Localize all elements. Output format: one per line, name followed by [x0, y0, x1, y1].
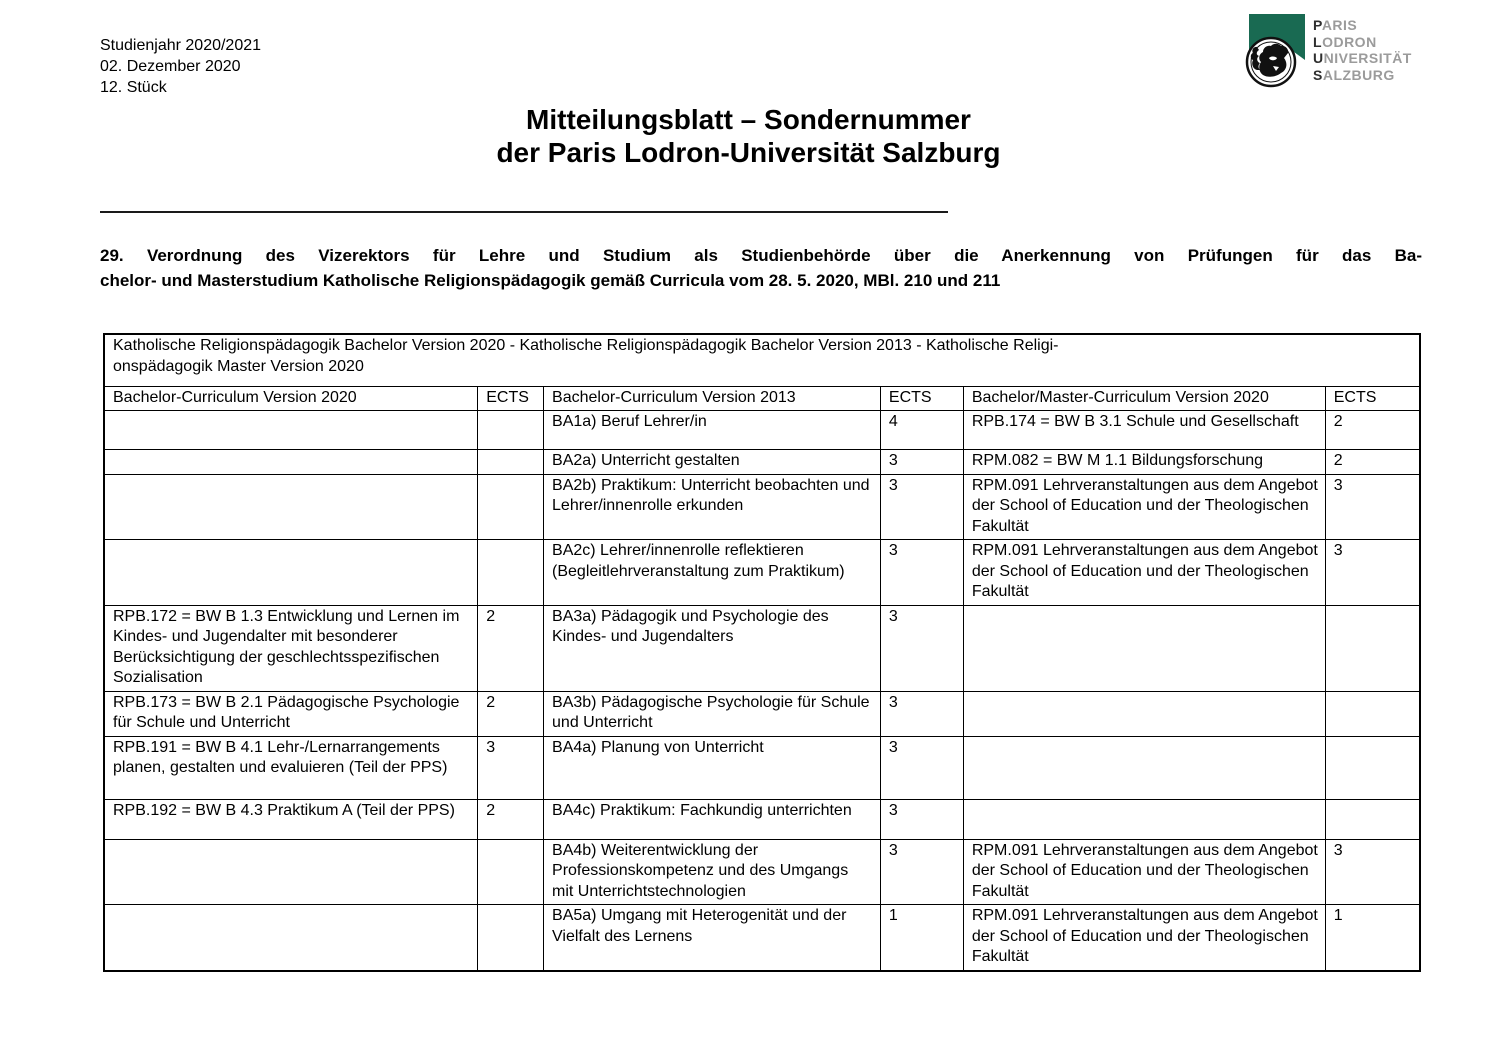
university-logo: [1243, 12, 1433, 98]
page-title: [0, 103, 1497, 169]
table-row: [104, 736, 1420, 799]
table-row: [104, 691, 1420, 736]
ects-cell: 3: [478, 736, 544, 799]
course-cell: BA3a) Pädagogik und Psychologie des Kindes- und Jugendalters: [544, 605, 881, 691]
ects-cell: 2: [478, 691, 544, 736]
curriculum-recognition-table: [103, 333, 1421, 972]
ects-cell: [1325, 691, 1420, 736]
decree-line1: 29. Verordnung des Vizerektors für Lehre und Studium als Studienbehörde über die Anerkennung von Prüfungen für das Ba-: [100, 246, 1422, 265]
wordmark-line: UNIVERSITÄT: [1313, 50, 1412, 66]
course-cell: BA2b) Praktikum: Unterricht beobachten und Lehrer/innenrolle erkunden: [544, 474, 881, 540]
course-cell: RPM.091 Lehrveranstaltungen aus dem Angebot der School of Education und der Theologischen Fakultät: [963, 905, 1325, 971]
ects-cell: 1: [1325, 905, 1420, 971]
course-cell: [104, 905, 478, 971]
decree-paragraph: [100, 243, 1422, 293]
course-cell: RPB.172 = BW B 1.3 Entwicklung und Lernen im Kindes- und Jugendalter mit besonderer Berücksichtigung der geschlechtsspezifischen Sozialisation: [104, 605, 478, 691]
table-title-line1: Katholische Religionspädagogik Bachelor Version 2020 - Katholische Religionspädagogik Bachelor Version 2013 - Katholische Religi-: [113, 337, 1059, 354]
course-cell: [104, 540, 478, 606]
title-divider-rule: [100, 211, 948, 213]
course-cell: RPM.082 = BW M 1.1 Bildungsforschung: [963, 450, 1325, 475]
wordmark-line: SALZBURG: [1313, 66, 1395, 83]
issue-number: 12. Stück: [100, 79, 167, 96]
course-cell: BA4c) Praktikum: Fachkundig unterrichten: [544, 799, 881, 839]
ects-cell: 3: [880, 736, 963, 799]
table-row: [104, 540, 1420, 606]
course-cell: [963, 691, 1325, 736]
ects-cell: [478, 839, 544, 905]
ects-cell: 3: [880, 691, 963, 736]
table-row: [104, 474, 1420, 540]
course-cell: [104, 411, 478, 450]
table-row: [104, 450, 1420, 475]
course-cell: [104, 839, 478, 905]
course-cell: [104, 474, 478, 540]
ects-cell: 4: [880, 411, 963, 450]
table-row: [104, 839, 1420, 905]
course-cell: [963, 799, 1325, 839]
course-cell: RPB.173 = BW B 2.1 Pädagogische Psychologie für Schule und Unterricht: [104, 691, 478, 736]
issue-date: 02. Dezember 2020: [100, 58, 241, 75]
ects-cell: 3: [1325, 839, 1420, 905]
wordmark-line: LODRON: [1313, 33, 1377, 50]
ects-cell: 3: [880, 540, 963, 606]
table-row: [104, 799, 1420, 839]
course-cell: BA1a) Beruf Lehrer/in: [544, 411, 881, 450]
ects-cell: 2: [1325, 411, 1420, 450]
ects-cell: 2: [1325, 450, 1420, 475]
ects-cell: [1325, 799, 1420, 839]
ects-cell: [478, 540, 544, 606]
course-cell: BA2a) Unterricht gestalten: [544, 450, 881, 475]
course-cell: BA2c) Lehrer/innenrolle reflektieren (Begleitlehrveranstaltung zum Praktikum): [544, 540, 881, 606]
ects-cell: 2: [478, 605, 544, 691]
course-cell: [963, 736, 1325, 799]
university-crest-icon: [1243, 14, 1307, 98]
course-cell: RPM.091 Lehrveranstaltungen aus dem Angebot der School of Education und der Theologischen Fakultät: [963, 540, 1325, 606]
column-header-bachelor-2013: Bachelor-Curriculum Version 2013: [544, 386, 881, 411]
ects-cell: 3: [880, 839, 963, 905]
course-cell: BA5a) Umgang mit Heterogenität und der Vielfalt des Lernens: [544, 905, 881, 971]
ects-cell: [478, 411, 544, 450]
page-title-line2: der Paris Lodron-Universität Salzburg: [496, 137, 1001, 168]
ects-cell: 3: [880, 799, 963, 839]
table-row: [104, 411, 1420, 450]
course-cell: RPM.091 Lehrveranstaltungen aus dem Angebot der School of Education und der Theologischen Fakultät: [963, 474, 1325, 540]
column-header-ects-1: ECTS: [478, 386, 544, 411]
ects-cell: [478, 450, 544, 475]
ects-cell: 2: [478, 799, 544, 839]
course-cell: BA4b) Weiterentwicklung der Professionskompetenz und des Umgangs mit Unterrichtstechnologien: [544, 839, 881, 905]
course-cell: RPM.091 Lehrveranstaltungen aus dem Angebot der School of Education und der Theologischen Fakultät: [963, 839, 1325, 905]
course-cell: [104, 450, 478, 475]
table-title-row: [104, 334, 1420, 386]
study-year: Studienjahr 2020/2021: [100, 37, 262, 54]
university-wordmark: [1313, 17, 1412, 83]
ects-cell: [478, 905, 544, 971]
page-title-line1: Mitteilungsblatt – Sondernummer: [526, 104, 971, 135]
ects-cell: 3: [880, 605, 963, 691]
ects-cell: [478, 474, 544, 540]
ects-cell: [1325, 605, 1420, 691]
wordmark-line: PARIS: [1313, 17, 1358, 33]
ects-cell: 3: [880, 474, 963, 540]
course-cell: BA4a) Planung von Unterricht: [544, 736, 881, 799]
ects-cell: 3: [880, 450, 963, 475]
decree-line2: chelor- und Masterstudium Katholische Religionspädagogik gemäß Curricula vom 28. 5. 2020, MBl. 210 und 211: [100, 271, 1001, 290]
course-cell: RPB.192 = BW B 4.3 Praktikum A (Teil der PPS): [104, 799, 478, 839]
course-cell: RPB.174 = BW B 3.1 Schule und Gesellschaft: [963, 411, 1325, 450]
table-title: [104, 334, 1420, 386]
table-header-row: [104, 386, 1420, 411]
table-title-line2: onspädagogik Master Version 2020: [113, 357, 364, 375]
ects-cell: 3: [1325, 540, 1420, 606]
course-cell: [963, 605, 1325, 691]
issue-info: [100, 35, 261, 98]
table-row: [104, 905, 1420, 971]
column-header-bachelor-master-2020: Bachelor/Master-Curriculum Version 2020: [963, 386, 1325, 411]
ects-cell: [1325, 736, 1420, 799]
table-row: [104, 605, 1420, 691]
column-header-ects-2: ECTS: [880, 386, 963, 411]
ects-cell: 3: [1325, 474, 1420, 540]
column-header-bachelor-2020: Bachelor-Curriculum Version 2020: [104, 386, 478, 411]
ects-cell: 1: [880, 905, 963, 971]
course-cell: RPB.191 = BW B 4.1 Lehr-/Lernarrangements planen, gestalten und evaluieren (Teil der PPS): [104, 736, 478, 799]
course-cell: BA3b) Pädagogische Psychologie für Schule und Unterricht: [544, 691, 881, 736]
column-header-ects-3: ECTS: [1325, 386, 1420, 411]
